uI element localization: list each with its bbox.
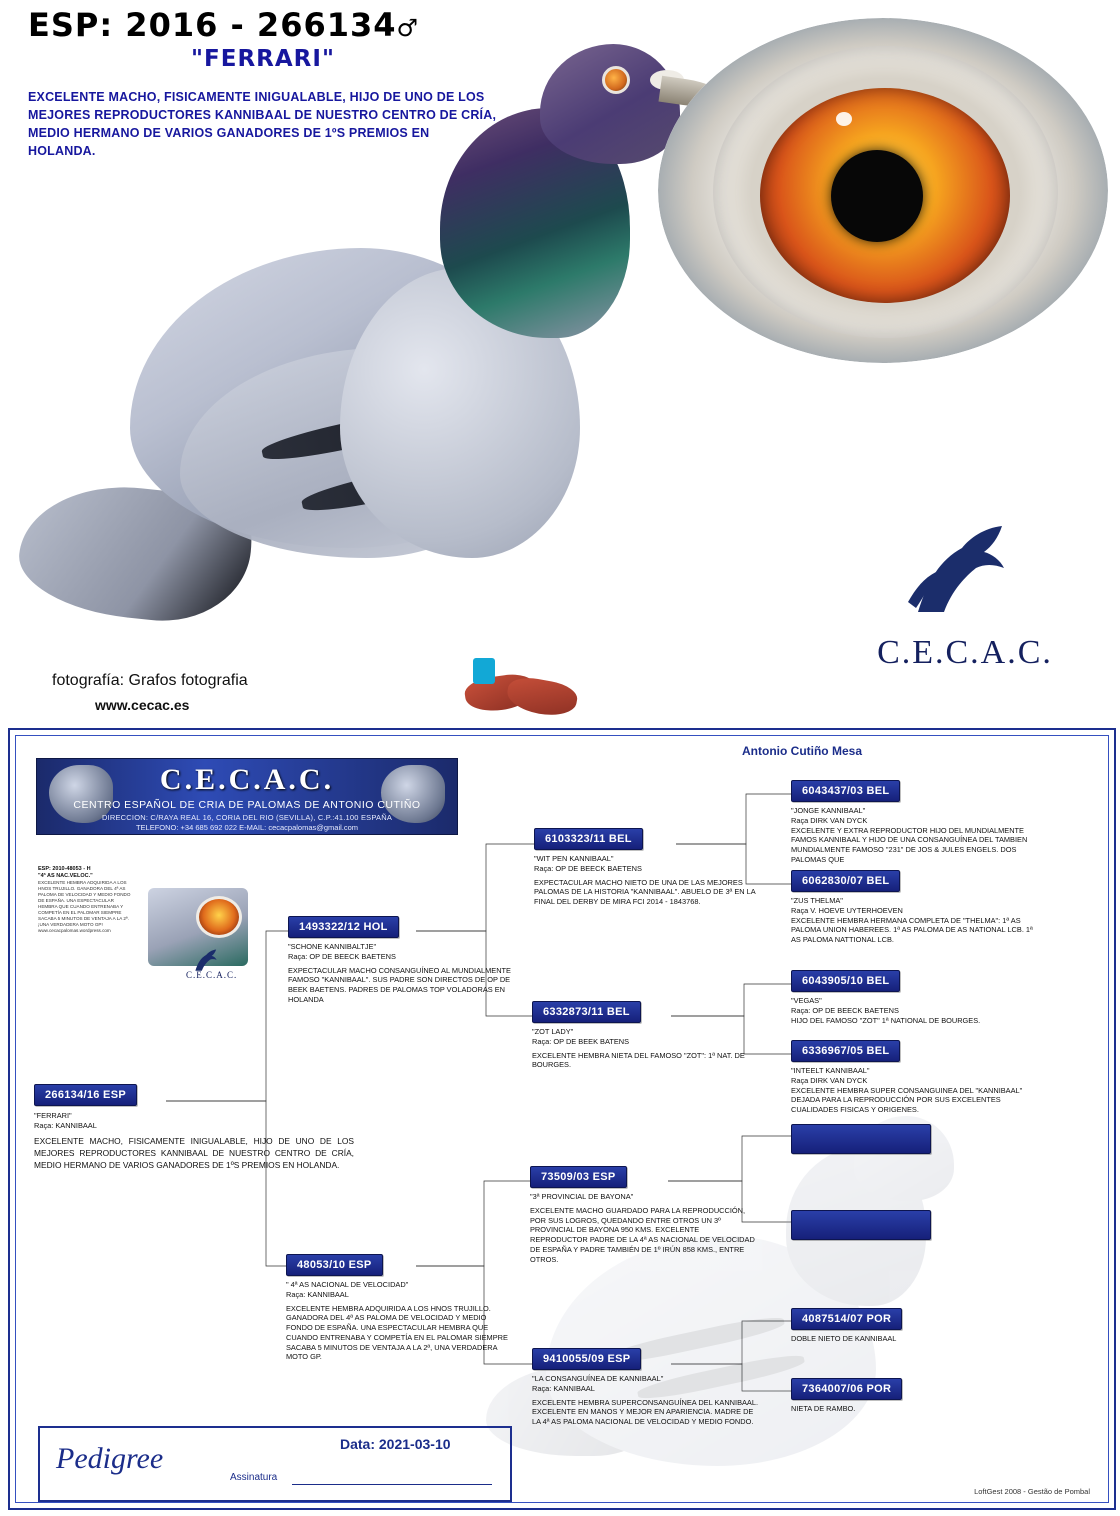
signature-label: Assinatura (230, 1472, 278, 1483)
node-ring-tag[interactable]: 6332873/11 BEL (532, 1001, 641, 1023)
pedigree-node-gen2-3[interactable] (530, 1166, 756, 1264)
node-ring-tag[interactable]: 6062830/07 BEL (791, 870, 900, 892)
mini-card-ring: ESP: 2010-48053 - H (38, 866, 91, 872)
mini-card-name: "4ª AS NAC.VELOC." (38, 872, 93, 879)
pigeon-foot-right (505, 674, 580, 720)
node-race: Raça: KANNIBAAL (34, 1120, 97, 1130)
node-text: NIETA DE RAMBO. (791, 1404, 856, 1413)
node-name: " 4ª AS NACIONAL DE VELOCIDAD" (286, 1280, 409, 1289)
pedigree-date: Data: 2021-03-10 (340, 1436, 451, 1452)
pigeon-legs (455, 658, 595, 718)
pedigree-node-gen3-3[interactable] (791, 970, 1041, 1025)
node-text: EXCELENTE Y EXTRA REPRODUCTOR HIJO DEL MUNDIALMENTE FAMOS KANNIBAAL Y HIJO DE UNA CONSANGUÍNEA DEL TAMBIEN MUNDIALMENTE FAMOSO "231" DE JOS & JULES ENGELS. DOS PALOMAS QUE (791, 825, 1028, 864)
pedigree-node-gen3-6-empty[interactable] (791, 1210, 931, 1240)
cecac-header-banner (36, 758, 458, 835)
banner-title: C.E.C.A.C. (159, 763, 335, 796)
pigeon-eye (602, 66, 630, 94)
node-race: Raça: OP DE BEEK BATENS (532, 1036, 630, 1046)
node-ring-tag[interactable] (791, 1210, 931, 1240)
node-race: Raça: KANNIBAAL (286, 1289, 349, 1299)
node-name: "ZOT LADY" (532, 1027, 574, 1036)
pedigree-node-subject[interactable] (34, 1084, 354, 1171)
node-ring-tag[interactable]: 4087514/07 POR (791, 1308, 902, 1330)
node-ring-tag[interactable]: 9410055/09 ESP (532, 1348, 641, 1370)
node-ring-tag[interactable]: 6336967/05 BEL (791, 1040, 900, 1062)
node-name: "FERRARI" (34, 1111, 72, 1120)
node-text: EXPECTACULAR MACHO NIETO DE UNA DE LAS MEJORES PALOMAS DE LA HISTORIA "KANNIBAAL". ABUELO DE 3ª EN LA FINAL DEL DERBY DE MIRA FCI 2014 - 1843768. (534, 877, 756, 907)
node-text: EXCELENTE MACHO GUARDADO PARA LA REPRODUCCIÓN, POR SUS LOGROS, QUEDANDO ENTRE OTROS UN 3º PROVINCIAL DE BAYONA 950 KMS. EXCELENTE REPRODUCTOR PADRE DE LA 4ª AS NACIONAL DE VELOCIDAD DE ESPAÑA Y PADRE TAMBIÉN DE 1º IRÚN 858 KMS., ENTRE OTROS. (530, 1205, 755, 1264)
node-text: EXCELENTE HEMBRA NIETA DEL FAMOSO "ZOT": 1ª NAT. DE BOURGES. (532, 1050, 745, 1070)
mini-card-footnote: ¡UNA VERDADERA MOTO GP! (38, 921, 103, 927)
node-race: Raça V. HOEVE UYTERHOEVEN (791, 905, 903, 915)
node-ring-tag[interactable]: 266134/16 ESP (34, 1084, 137, 1106)
node-race: Raça: OP DE BEECK BAETENS (534, 863, 642, 873)
pigeon-description: EXCELENTE MACHO, FISICAMENTE INIGUALABLE, HIJO DE UNO DE LOS MEJORES REPRODUCTORES KANNIBAAL DE NUESTRO CENTRO DE CRÍA, MEDIO HERMANO DE VARIOS GANADORES DE 1ºS PREMIOS EN HOLANDA. (28, 90, 497, 159)
cecac-logo-text: C.E.C.A.C. (877, 634, 1053, 671)
eye-macro-photo (658, 18, 1108, 363)
sex-symbol-icon: ♂ (396, 14, 420, 42)
photo-credit: fotografía: Grafos fotografia (52, 672, 248, 689)
top-title-block (28, 6, 498, 161)
node-ring-tag[interactable]: 1493322/12 HOL (288, 916, 399, 938)
node-name: "SCHONE KANNIBALTJE" (288, 942, 377, 951)
node-race: Raça DIRK VAN DYCK (791, 1075, 868, 1085)
banner-contact: TELEFONO: +34 685 692 022 E-MAIL: cecacpalomas@gmail.com (135, 823, 359, 832)
pigeon-nickname: "FERRARI" (191, 46, 335, 72)
breeder-name: Antonio Cutiño Mesa (742, 744, 862, 758)
node-ring-tag[interactable]: 6043905/10 BEL (791, 970, 900, 992)
node-ring-tag[interactable]: 48053/10 ESP (286, 1254, 383, 1276)
pedigree-node-gen3-7[interactable] (791, 1308, 1041, 1344)
pigeon-head (540, 44, 680, 164)
cecac-logo (845, 520, 1085, 695)
pedigree-footer-box (38, 1426, 512, 1502)
node-race: Raça: OP DE BEECK BAETENS (288, 951, 396, 961)
pedigree-node-gen3-2[interactable] (791, 870, 1041, 945)
node-name: "WIT PEN KANNIBAAL" (534, 854, 614, 863)
eye-highlight (836, 112, 852, 126)
node-race: Raça: KANNIBAAL (532, 1383, 595, 1393)
pedigree-node-gen3-8[interactable] (791, 1378, 1041, 1414)
node-name: "ZUS THELMA" (791, 896, 843, 905)
eye-pupil (831, 150, 923, 242)
pedigree-node-gen2-4[interactable] (532, 1348, 764, 1427)
node-ring-tag[interactable] (791, 1124, 931, 1154)
node-text: EXCELENTE HEMBRA ADQUIRIDA A LOS HNOS TRUJILLO. GANADORA DEL 4ª AS PALOMA DE VELOCIDAD Y MEDIO FONDO DE ESPAÑA. UNA ESPECTACULAR HEMBRA QUE CUANDO ENTRENABA Y COMPETÍA EN EL PALOMAR SIEMPRE SACABA 5 MINUTOS DE VENTAJA A LA 2ª, UNA VERDADERA MOTO GP. (286, 1303, 508, 1362)
node-text: HIJO DEL FAMOSO "ZOT" 1ª NATIONAL DE BOURGES. (791, 1015, 981, 1025)
website-text: www.cecac.es (95, 697, 190, 713)
dam-mini-card (38, 866, 248, 1006)
node-text: EXCELENTE HEMBRA SUPER CONSANGUINEA DEL "KANNIBAAL" DEJADA PARA LA REPRODUCCIÓN POR SUS EXCELENTES CUALIDADES FISICAS Y ORIGENES. (791, 1085, 1023, 1115)
node-ring-tag[interactable]: 6103323/11 BEL (534, 828, 643, 850)
mini-card-logo-text: C.E.C.A.C. (186, 970, 238, 980)
node-text: EXCELENTE HEMBRA SUPERCONSANGUÍNEA DEL KANNIBAAL. EXCELENTE EN MANOS Y MEJOR EN APARIENCIA. MADRE DE LA 4ª AS PALOMA NACIONAL DE VELOCIDAD Y MEDIO FONDO. (532, 1397, 759, 1427)
node-name: "3ª PROVINCIAL DE BAYONA" (530, 1192, 634, 1201)
node-name: "VEGAS" (791, 996, 822, 1005)
node-name: "INTEELT KANNIBAAL" (791, 1066, 870, 1075)
flying-bird-icon (900, 520, 1030, 625)
node-ring-tag[interactable]: 73509/03 ESP (530, 1166, 627, 1188)
ring-number-title (28, 6, 498, 44)
mini-card-body: EXCELENTE HEMBRA ADQUIRIDA A LOS HNOS TRUJILLO. GANADORA DEL 4ª AS PALOMA DE VELOCIDAD Y MEDIO FONDO DE ESPAÑA. UNA ESPECTACULAR HEMBRA QUE CUANDO ENTRENABA Y COMPETÍA EN EL PALOMAR SIEMPRE SACABA 5 MINUTOS DE VENTAJA A LA 2ª. (38, 879, 131, 921)
mini-card-eye-photo (196, 896, 242, 938)
pigeon-photo-panel (0, 0, 1120, 720)
pedigree-panel (8, 728, 1116, 1510)
node-text: DOBLE NIETO DE KANNIBAAL (791, 1334, 897, 1343)
pedigree-node-gen3-5-empty[interactable] (791, 1124, 931, 1154)
pedigree-node-dam[interactable] (286, 1254, 514, 1362)
banner-address: DIRECCION: C/RAYA REAL 16, CORIA DEL RIO (SEVILLA), C.P.:41.100 ESPAÑA (101, 813, 393, 822)
banner-subtitle: CENTRO ESPAÑOL DE CRIA DE PALOMAS DE ANTONIO CUTIÑO (73, 799, 421, 811)
node-name: "LA CONSANGUÍNEA DE KANNIBAAL" (532, 1374, 664, 1383)
pedigree-node-sire[interactable] (288, 916, 518, 1005)
pedigree-node-gen2-2[interactable] (532, 1001, 764, 1070)
pedigree-node-gen3-1[interactable] (791, 780, 1041, 865)
node-name: "JONGE KANNIBAAL" (791, 806, 866, 815)
node-race: Raça: OP DE BEECK BAETENS (791, 1005, 899, 1015)
node-text: EXCELENTE HEMBRA HERMANA COMPLETA DE "THELMA": 1ª AS PALOMA UNION HABEREES. 1ª AS PALOMA DE AS NATIONAL LCB. 1ª AS PALOMA NATTIONAL LCB. (791, 915, 1033, 945)
pigeon-leg-ring (473, 658, 495, 684)
signature-line[interactable] (292, 1484, 492, 1485)
pedigree-node-gen2-1[interactable] (534, 828, 764, 907)
pedigree-word: Pedigree (56, 1442, 164, 1475)
mini-card-site: www.cecacpalomas.wordpress.com (38, 927, 111, 933)
node-text: EXCELENTE MACHO, FISICAMENTE INIGUALABLE, HIJO DE UNO DE LOS MEJORES REPRODUCTORES KANNIBAAL DE NUESTRO CENTRO DE CRÍA, MEDIO HERMANO DE VARIOS GANADORES DE 1ºS PREMIOS EN HOLANDA. (34, 1135, 354, 1170)
loftgest-credit: LoftGest 2008 - Gestão de Pombal (974, 1487, 1090, 1496)
ring-number-text: ESP: 2016 - 266134 (28, 6, 397, 44)
node-text: EXPECTACULAR MACHO CONSANGUÍNEO AL MUNDIALMENTE FAMOSO "KANNIBAAL". SUS PADRE SON DIRECTOS DE OP DE BEEK BAETENS. PADRES DE PALOMAS TOP VOLADORAS EN HOLANDA (288, 965, 511, 1004)
pedigree-node-gen3-4[interactable] (791, 1040, 1041, 1115)
pedigree-inner-border (15, 735, 1109, 1503)
node-race: Raça DIRK VAN DYCK (791, 815, 868, 825)
node-ring-tag[interactable]: 7364007/06 POR (791, 1378, 902, 1400)
node-ring-tag[interactable]: 6043437/03 BEL (791, 780, 900, 802)
